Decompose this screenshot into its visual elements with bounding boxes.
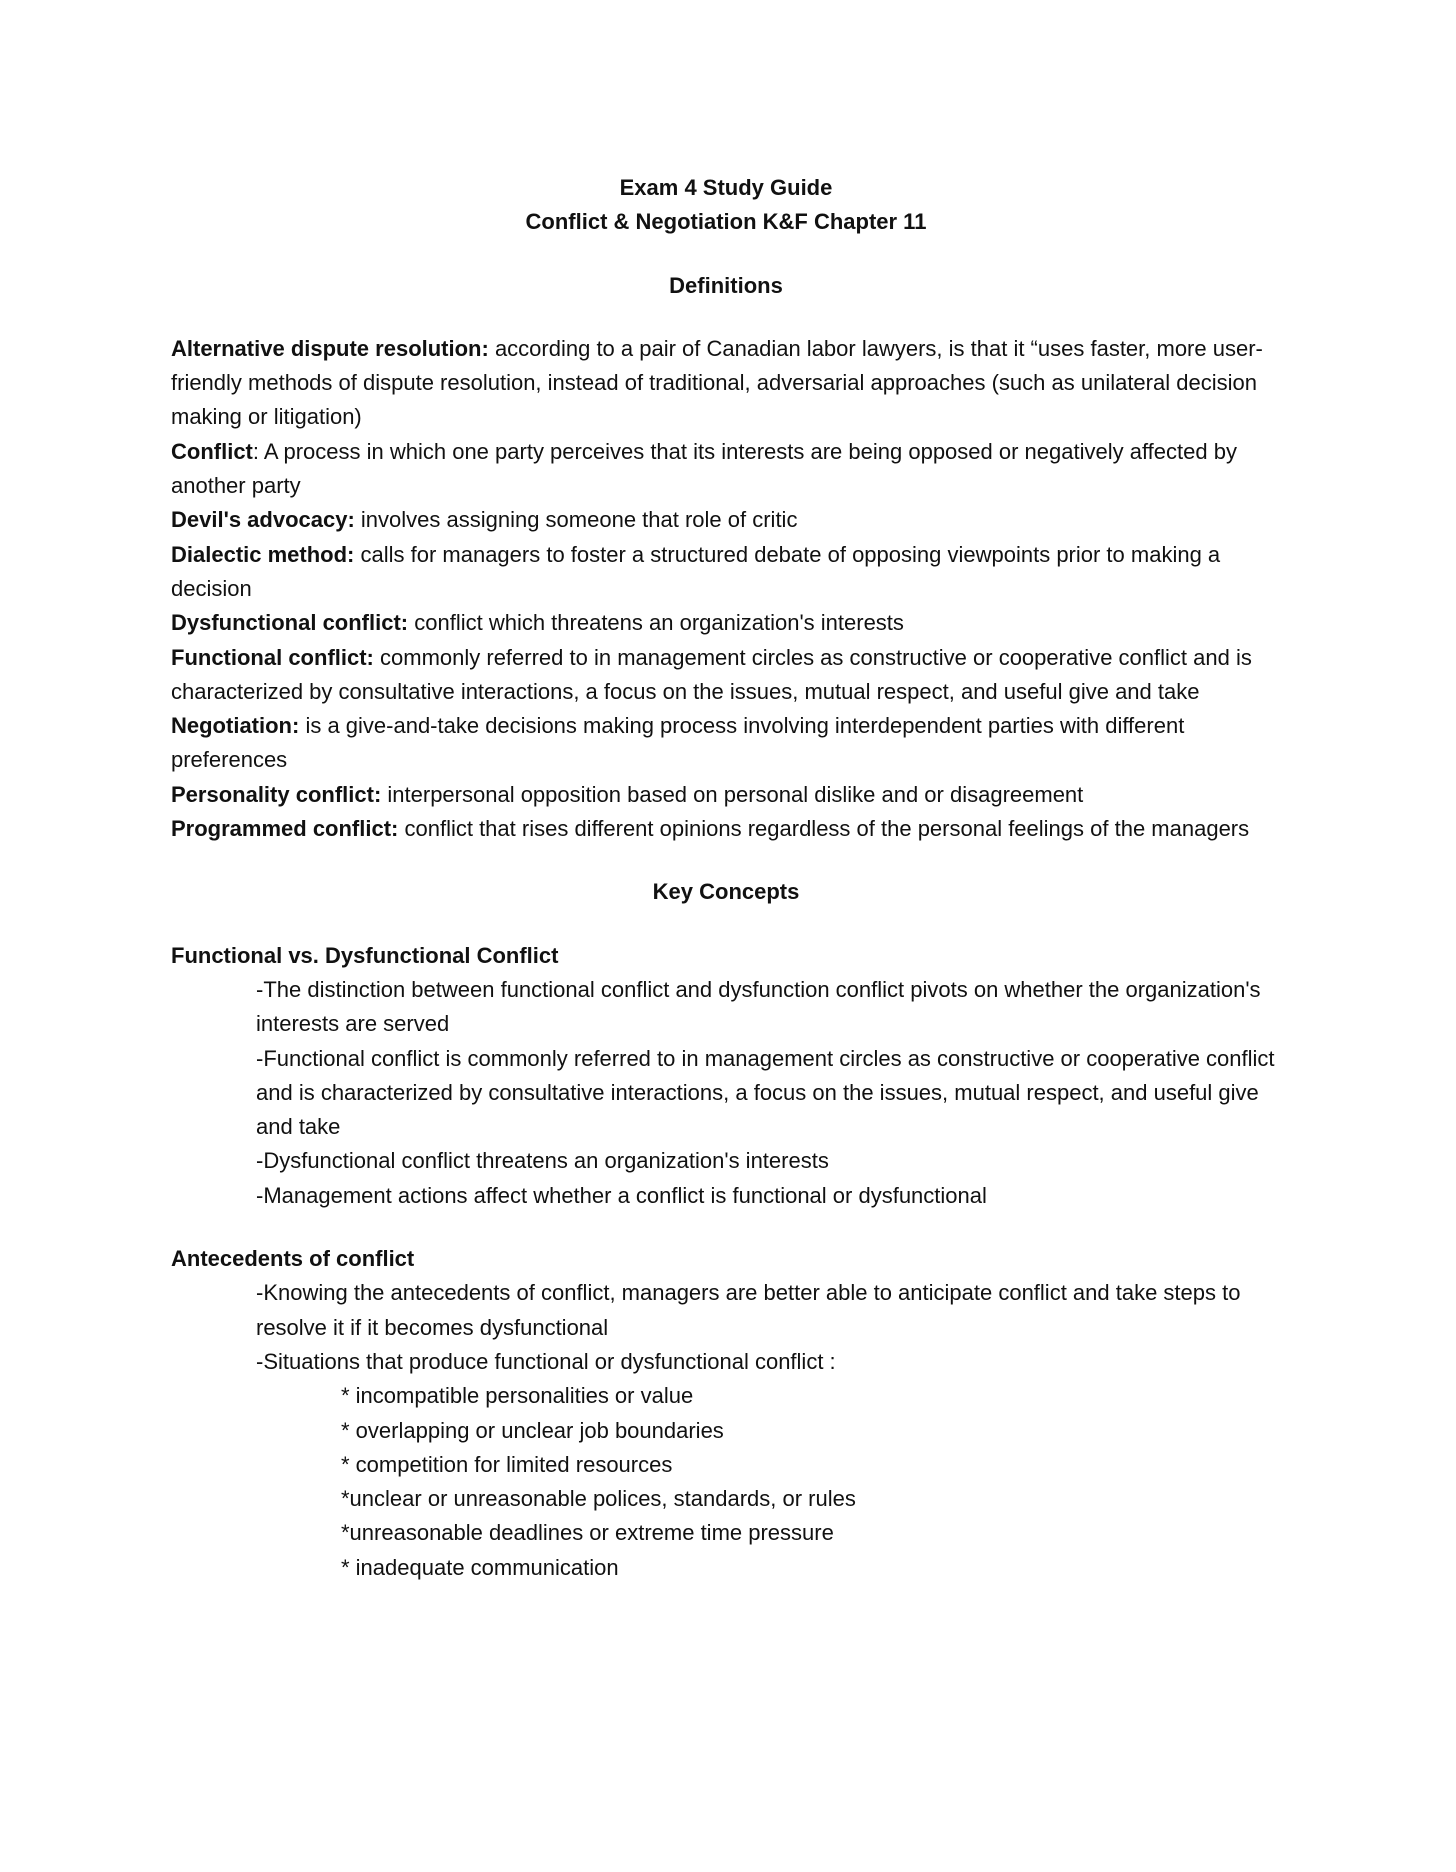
- definition-text: according to a pair of Canadian labor lawyers, is that it “uses faster, more user-friendly methods of dispute resolution, instead of traditional, adversarial approaches (such as unilateral decision making or litigation): [171, 335, 1263, 430]
- definition-item: [171, 538, 1281, 607]
- bullet-list: [171, 1379, 1281, 1585]
- bullet-item: *unreasonable deadlines or extreme time pressure: [341, 1520, 834, 1546]
- concept-line: -Knowing the antecedents of conflict, managers are better able to anticipate conflict and take steps to resolve it if it becomes dysfunctional: [256, 1280, 1241, 1340]
- definition-term: Personality conflict:: [171, 781, 382, 807]
- definition-item: [171, 435, 1281, 504]
- bullet-item: * competition for limited resources: [341, 1451, 673, 1477]
- definition-item: [171, 709, 1281, 778]
- bullet-item: *unclear or unreasonable polices, standards, or rules: [341, 1486, 856, 1512]
- definition-text: interpersonal opposition based on personal dislike and or disagreement: [381, 781, 1084, 807]
- key-concepts-heading: Key Concepts: [652, 879, 800, 905]
- definition-item: [171, 641, 1281, 710]
- definition-term: Dialectic method:: [171, 541, 355, 567]
- definition-term: Devil's advocacy:: [171, 507, 355, 533]
- concept-line: -Situations that produce functional or dysfunctional conflict :: [256, 1348, 836, 1374]
- definitions-heading: Definitions: [669, 272, 783, 298]
- definition-term: Dysfunctional conflict:: [171, 610, 409, 636]
- definition-item: [171, 503, 1281, 537]
- definition-term: Alternative dispute resolution:: [171, 335, 489, 361]
- concept-line: -Functional conflict is commonly referred to in management circles as constructive or cooperative conflict and is characterized by consultative interactions, a focus on the issues, mutual respect, and useful give and take: [256, 1045, 1275, 1140]
- document-title: Exam 4 Study Guide: [619, 175, 833, 200]
- document-header: [171, 171, 1281, 240]
- definition-text: is a give-and-take decisions making process involving interdependent parties with different preferences: [171, 713, 1185, 773]
- concept-line: -Management actions affect whether a conflict is functional or dysfunctional: [256, 1182, 987, 1208]
- section-lines: [171, 1276, 1281, 1379]
- section-title: Antecedents of conflict: [171, 1246, 415, 1272]
- definition-text: involves assigning someone that role of critic: [354, 507, 798, 533]
- section-title: Functional vs. Dysfunctional Conflict: [171, 942, 559, 968]
- bullet-item: * overlapping or unclear job boundaries: [341, 1417, 724, 1443]
- definition-item: [171, 812, 1281, 846]
- definitions-list: [171, 332, 1281, 846]
- definition-term: Conflict: [171, 438, 253, 464]
- concept-section: [171, 939, 1281, 1213]
- definition-item: [171, 778, 1281, 812]
- definition-text: commonly referred to in management circles as constructive or cooperative conflict and is characterized by consultative interactions, a focus on the issues, mutual respect, and useful give and take: [171, 644, 1252, 704]
- bullet-item: * incompatible personalities or value: [341, 1383, 694, 1409]
- definition-term: Programmed conflict:: [171, 816, 399, 842]
- concept-line: -Dysfunctional conflict threatens an organization's interests: [256, 1148, 829, 1174]
- bullet-item: * inadequate communication: [341, 1554, 619, 1580]
- definition-text: calls for managers to foster a structured debate of opposing viewpoints prior to making a decision: [171, 541, 1221, 601]
- concept-line: -The distinction between functional conflict and dysfunction conflict pivots on whether the organization's interests are served: [256, 976, 1261, 1037]
- section-lines: [171, 973, 1281, 1213]
- definition-text: conflict which threatens an organization's interests: [408, 610, 904, 636]
- document-subtitle: Conflict & Negotiation K&F Chapter 11: [525, 209, 927, 235]
- definition-item: [171, 332, 1281, 435]
- concept-section: [171, 1242, 1281, 1585]
- document-page: [171, 171, 1281, 1585]
- definition-term: Negotiation:: [171, 713, 300, 739]
- definition-text: conflict that rises different opinions regardless of the personal feelings of the managers: [398, 816, 1250, 842]
- definition-text: : A process in which one party perceives that its interests are being opposed or negatively affected by another party: [171, 438, 1237, 499]
- definition-term: Functional conflict:: [171, 644, 374, 670]
- definition-item: [171, 606, 1281, 640]
